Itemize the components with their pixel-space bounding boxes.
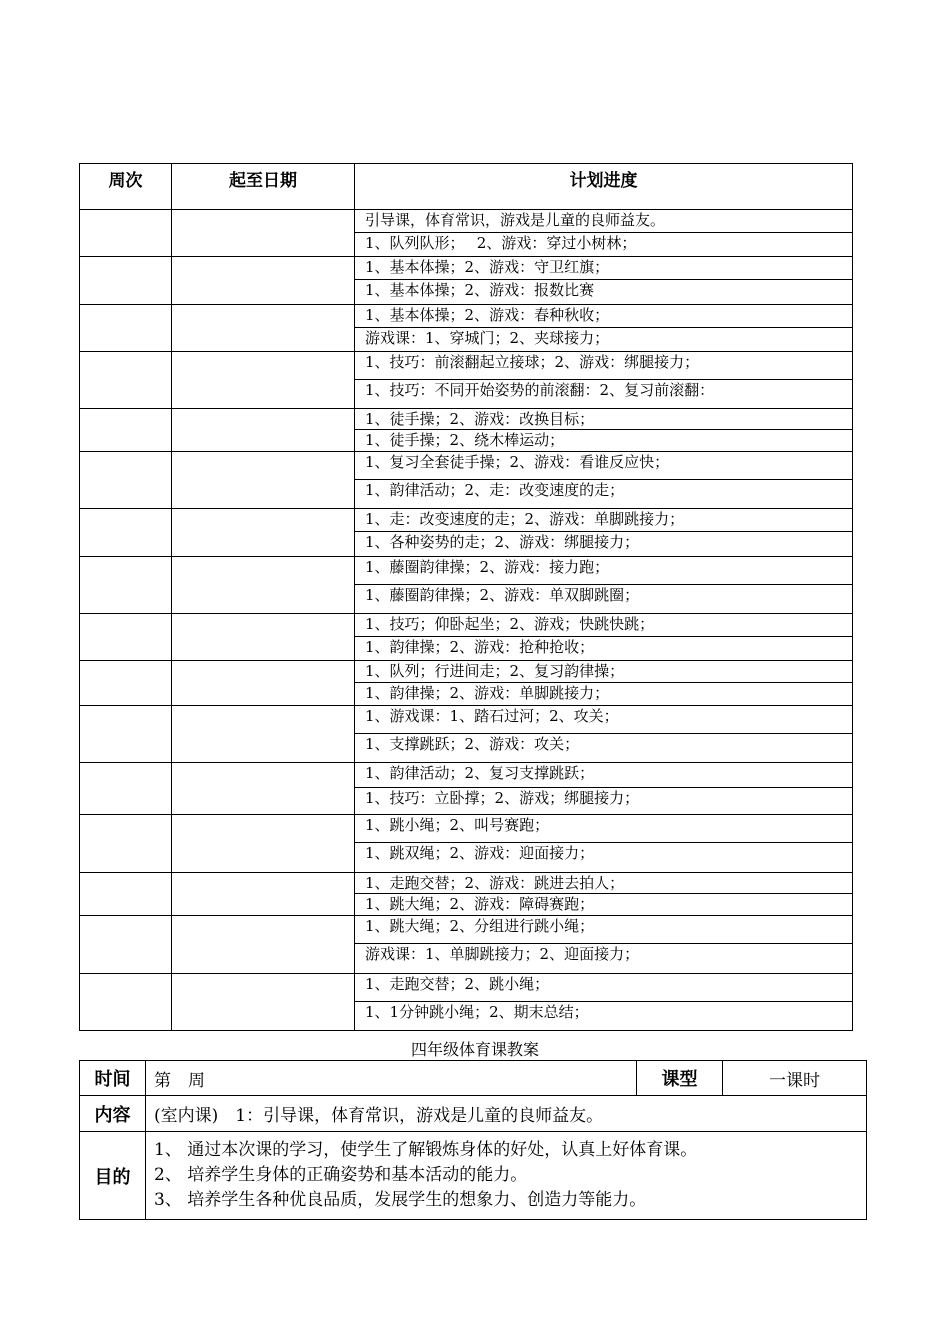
plan-line: 1、走：改变速度的走；2、游戏：单脚跳接力； [355,509,852,532]
plan-line: 1、各种姿势的走；2、游戏：绑腿接力； [365,533,640,551]
plan-line: 游戏课：1、穿城门；2、夹球接力； [365,329,610,347]
week-cell [80,409,172,452]
plan-cell [355,974,853,1031]
time-value: 第 周 [146,1061,637,1096]
goal-item: 2、 培养学生身体的正确姿势和基本活动的能力。 [154,1165,528,1185]
plan-cell [355,210,853,257]
type-value: 一课时 [723,1061,867,1096]
plan-line: 1、韵律活动；2、走：改变速度的走； [365,481,625,499]
week-cell [80,661,172,706]
schedule-row [80,614,853,661]
plan-line: 1、韵律操；2、游戏：抢种抢收； [365,638,595,656]
date-cell [172,352,355,409]
schedule-row [80,815,853,873]
plan-line: 1、队列；行进间走；2、复习韵律操； [355,661,852,683]
date-cell [172,452,355,509]
plan-line: 1、游戏课：1、踏石过河；2、攻关； [355,706,852,734]
plan-cell [355,509,853,557]
goal-row [80,1132,867,1220]
plan-cell [355,352,853,409]
schedule-row [80,210,853,257]
goal-item: 1、 通过本次课的学习，使学生了解锻炼身体的好处，认真上好体育课。 [154,1140,698,1160]
week-cell [80,916,172,974]
schedule-row [80,352,853,409]
plan-line: 1、技巧：不同开始姿势的前滚翻：2、复习前滚翻： [365,381,715,399]
week-cell [80,257,172,305]
schedule-row [80,305,853,352]
plan-cell [355,305,853,352]
date-cell [172,409,355,452]
plan-line: 1、韵律操；2、游戏：单脚跳接力； [365,684,610,702]
goal-item: 3、 培养学生各种优良品质，发展学生的想象力、创造力等能力。 [154,1190,647,1210]
schedule-row [80,509,853,557]
week-cell [80,452,172,509]
plan-line: 1、徒手操；2、游戏：改换目标； [355,409,852,430]
goal-list [146,1132,867,1220]
plan-line: 1、走跑交替；2、游戏：跳进去拍人； [355,873,852,894]
plan-line: 1、复习全套徒手操；2、游戏：看谁反应快； [355,452,852,480]
date-cell [172,974,355,1031]
plan-line: 1、基本体操；2、游戏：报数比赛 [365,281,595,299]
schedule-row [80,452,853,509]
week-cell [80,509,172,557]
plan-line: 游戏课：1、单脚跳接力；2、迎面接力； [365,945,640,963]
week-cell [80,706,172,763]
week-cell [80,763,172,815]
plan-line: 1、走跑交替；2、跳小绳； [355,974,852,1002]
plan-cell [355,614,853,661]
content-row [80,1096,867,1132]
plan-cell [355,409,853,452]
date-cell [172,210,355,257]
schedule-table [79,163,853,1031]
week-cell [80,873,172,916]
plan-line: 1、跳大绳；2、游戏：障碍赛跑； [365,895,595,913]
plan-cell [355,452,853,509]
plan-line: 1、支撑跳跃；2、游戏：攻关； [365,735,580,753]
schedule-body [80,210,853,1031]
date-cell [172,305,355,352]
schedule-row [80,873,853,916]
plan-line: 1、跳小绳；2、叫号赛跑； [355,815,852,843]
plan-cell [355,873,853,916]
header-plan: 计划进度 [355,164,853,210]
week-cell [80,614,172,661]
week-cell [80,305,172,352]
plan-cell [355,763,853,815]
plan-line: 1、藤圈韵律操；2、游戏：接力跑； [355,557,852,585]
type-label: 课型 [637,1061,723,1096]
week-cell [80,210,172,257]
date-cell [172,257,355,305]
plan-line: 1、技巧：前滚翻起立接球；2、游戏：绑腿接力； [355,352,852,380]
date-cell [172,815,355,873]
lesson-plan-table [79,1060,867,1220]
plan-line: 引导课，体育常识，游戏是儿童的良师益友。 [355,210,852,233]
week-cell [80,557,172,614]
content-value: (室内课) 1：引导课，体育常识，游戏是儿童的良师益友。 [146,1096,867,1132]
plan-line: 1、跳双绳；2、游戏：迎面接力； [365,844,595,862]
date-cell [172,873,355,916]
date-cell [172,706,355,763]
plan-cell [355,661,853,706]
date-cell [172,557,355,614]
schedule-row [80,763,853,815]
schedule-header-row [80,164,853,210]
week-cell [80,352,172,409]
plan-line: 1、技巧：立卧撑；2、游戏；绑腿接力； [365,789,640,807]
date-cell [172,614,355,661]
plan-line: 1、韵律活动；2、复习支撑跳跃； [355,763,852,788]
week-cell [80,974,172,1031]
plan-line: 1、跳大绳；2、分组进行跳小绳； [355,916,852,944]
time-row [80,1061,867,1096]
date-cell [172,763,355,815]
week-cell [80,815,172,873]
schedule-row [80,706,853,763]
plan-line: 1、队列队形； 2、游戏：穿过小树林； [365,234,637,252]
plan-cell [355,706,853,763]
plan-cell [355,815,853,873]
date-cell [172,509,355,557]
time-label: 时间 [80,1061,146,1096]
date-cell [172,916,355,974]
plan-line: 1、徒手操；2、绕木棒运动； [365,431,565,449]
date-cell [172,661,355,706]
goal-label: 目的 [80,1132,146,1220]
schedule-row [80,974,853,1031]
lesson-plan-caption: 四年级体育课教案 [410,1040,539,1059]
plan-line: 1、藤圈韵律操；2、游戏：单双脚跳圈； [365,586,640,604]
plan-line: 1、基本体操；2、游戏：守卫红旗； [355,257,852,280]
schedule-row [80,409,853,452]
content-label: 内容 [80,1096,146,1132]
plan-line: 1、基本体操；2、游戏：春种秋收； [355,305,852,328]
header-dates: 起至日期 [172,164,355,210]
plan-cell [355,257,853,305]
header-week: 周次 [80,164,172,210]
schedule-row [80,661,853,706]
schedule-row [80,257,853,305]
schedule-row [80,916,853,974]
plan-cell [355,557,853,614]
plan-line: 1、1分钟跳小绳；2、期末总结； [365,1003,589,1021]
plan-line: 1、技巧；仰卧起坐；2、游戏；快跳快跳； [355,614,852,637]
plan-cell [355,916,853,974]
schedule-row [80,557,853,614]
